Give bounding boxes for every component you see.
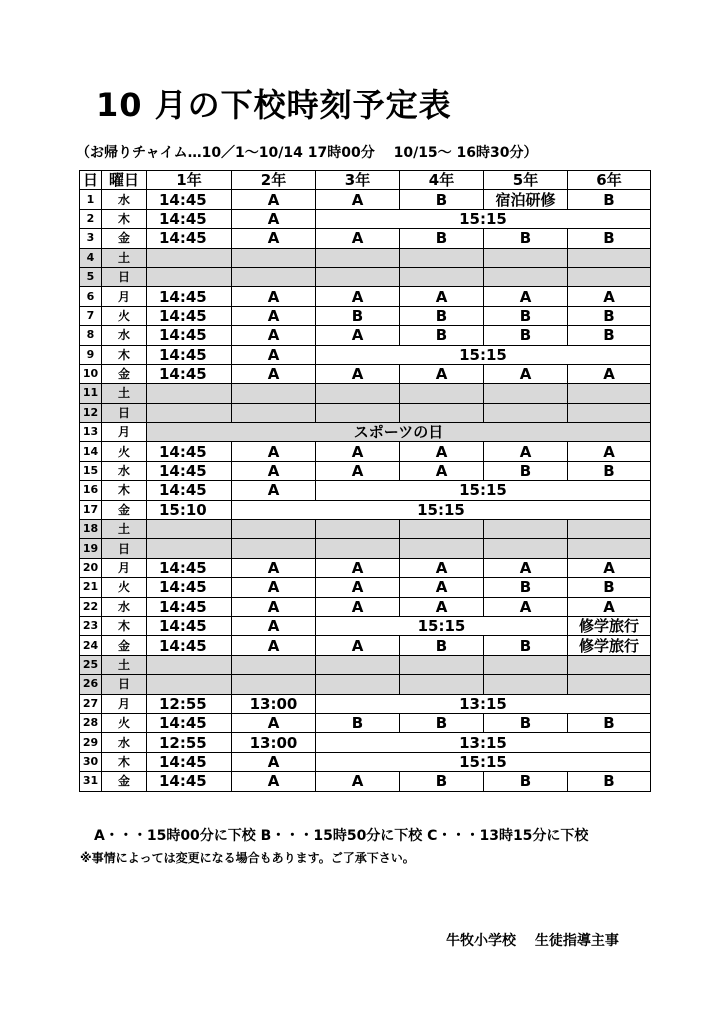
table-row	[80, 326, 651, 345]
time-cell: A	[484, 442, 568, 461]
time-cell: 12:55	[147, 694, 232, 713]
table-row	[80, 675, 651, 694]
time-cell: 12:55	[147, 733, 232, 752]
day-cell: 30	[80, 752, 102, 771]
table-row	[80, 636, 651, 655]
time-cell: B	[484, 461, 568, 480]
day-cell: 3	[80, 229, 102, 248]
time-cell: A	[316, 287, 400, 306]
time-cell: 14:45	[147, 461, 232, 480]
time-cell: B	[568, 326, 651, 345]
time-cell: 13:00	[232, 694, 316, 713]
time-cell: 15:15	[232, 500, 651, 519]
holiday-cell	[568, 403, 651, 422]
day-cell: 8	[80, 326, 102, 345]
day-cell: 21	[80, 578, 102, 597]
time-cell: 14:45	[147, 190, 232, 209]
time-cell: A	[232, 306, 316, 325]
day-cell: 29	[80, 733, 102, 752]
time-cell: B	[484, 772, 568, 791]
weekday-cell: 水	[102, 597, 147, 616]
holiday-cell	[568, 675, 651, 694]
time-cell: A	[232, 364, 316, 383]
header-grade-3: 3年	[316, 171, 400, 190]
time-cell: A	[568, 597, 651, 616]
time-cell: B	[484, 229, 568, 248]
time-cell: 14:45	[147, 636, 232, 655]
time-cell: 13:15	[316, 694, 651, 713]
table-row	[80, 364, 651, 383]
table-row	[80, 481, 651, 500]
time-cell: A	[400, 364, 484, 383]
holiday-cell	[232, 267, 316, 286]
holiday-cell	[484, 384, 568, 403]
day-cell: 24	[80, 636, 102, 655]
weekday-cell: 水	[102, 461, 147, 480]
time-cell: 修学旅行	[568, 636, 651, 655]
holiday-cell	[568, 520, 651, 539]
day-cell: 28	[80, 713, 102, 732]
time-cell: B	[316, 306, 400, 325]
weekday-cell: 木	[102, 345, 147, 364]
weekday-cell: 火	[102, 442, 147, 461]
day-cell: 16	[80, 481, 102, 500]
time-cell: A	[316, 772, 400, 791]
table-row	[80, 578, 651, 597]
weekday-cell: 日	[102, 675, 147, 694]
weekday-cell: 火	[102, 306, 147, 325]
day-cell: 15	[80, 461, 102, 480]
table-row	[80, 597, 651, 616]
time-cell: 15:15	[316, 752, 651, 771]
day-cell: 23	[80, 616, 102, 635]
day-cell: 20	[80, 558, 102, 577]
table-row	[80, 655, 651, 674]
holiday-cell	[147, 655, 232, 674]
table-row	[80, 558, 651, 577]
table-row	[80, 209, 651, 228]
weekday-cell: 月	[102, 423, 147, 442]
time-cell: A	[232, 209, 316, 228]
time-cell: 14:45	[147, 578, 232, 597]
time-cell: B	[484, 326, 568, 345]
time-cell: A	[400, 461, 484, 480]
legend-text: A・・・15時00分に下校 B・・・15時50分に下校 C・・・13時15分に下校	[94, 828, 589, 844]
header-weekday: 曜日	[102, 171, 147, 190]
time-cell: A	[232, 481, 316, 500]
day-cell: 9	[80, 345, 102, 364]
holiday-cell	[147, 520, 232, 539]
day-cell: 6	[80, 287, 102, 306]
table-row	[80, 733, 651, 752]
time-cell: B	[568, 713, 651, 732]
holiday-cell	[400, 655, 484, 674]
time-cell: A	[232, 616, 316, 635]
time-cell: B	[400, 326, 484, 345]
header-grade-6: 6年	[568, 171, 651, 190]
table-row	[80, 616, 651, 635]
holiday-cell	[147, 248, 232, 267]
time-cell: A	[316, 597, 400, 616]
time-cell: 14:45	[147, 209, 232, 228]
header-grade-2: 2年	[232, 171, 316, 190]
weekday-cell: 木	[102, 209, 147, 228]
holiday-cell	[147, 539, 232, 558]
holiday-cell	[568, 539, 651, 558]
time-cell: A	[232, 752, 316, 771]
weekday-cell: 火	[102, 578, 147, 597]
time-cell: A	[232, 326, 316, 345]
holiday-cell	[484, 267, 568, 286]
time-cell: A	[484, 597, 568, 616]
holiday-cell	[484, 675, 568, 694]
day-cell: 17	[80, 500, 102, 519]
holiday-cell	[316, 267, 400, 286]
time-cell: A	[568, 442, 651, 461]
time-cell: A	[400, 558, 484, 577]
holiday-cell	[484, 248, 568, 267]
time-cell: 14:45	[147, 481, 232, 500]
holiday-cell	[400, 384, 484, 403]
time-cell: A	[316, 558, 400, 577]
table-row	[80, 694, 651, 713]
weekday-cell: 金	[102, 229, 147, 248]
time-cell: A	[232, 713, 316, 732]
table-row	[80, 442, 651, 461]
time-cell: 15:15	[316, 345, 651, 364]
schedule-body	[80, 190, 651, 791]
weekday-cell: 金	[102, 500, 147, 519]
time-cell: B	[568, 190, 651, 209]
time-cell: A	[232, 636, 316, 655]
time-cell: A	[568, 364, 651, 383]
time-cell: A	[232, 772, 316, 791]
time-cell: A	[400, 442, 484, 461]
table-row	[80, 539, 651, 558]
table-row	[80, 384, 651, 403]
time-cell: A	[400, 578, 484, 597]
time-cell: B	[568, 772, 651, 791]
day-cell: 11	[80, 384, 102, 403]
day-cell: 4	[80, 248, 102, 267]
time-cell: 14:45	[147, 616, 232, 635]
holiday-cell	[400, 248, 484, 267]
time-cell: 14:45	[147, 772, 232, 791]
time-cell: 13:15	[316, 733, 651, 752]
time-cell: 14:45	[147, 326, 232, 345]
holiday-cell	[484, 655, 568, 674]
time-cell: B	[568, 229, 651, 248]
day-cell: 10	[80, 364, 102, 383]
time-cell: B	[316, 713, 400, 732]
holiday-cell	[232, 655, 316, 674]
day-cell: 5	[80, 267, 102, 286]
weekday-cell: 月	[102, 694, 147, 713]
time-cell: 15:15	[316, 616, 568, 635]
time-cell: 宿泊研修	[484, 190, 568, 209]
day-cell: 27	[80, 694, 102, 713]
time-cell: A	[484, 558, 568, 577]
weekday-cell: 土	[102, 248, 147, 267]
holiday-cell	[147, 403, 232, 422]
time-cell: A	[316, 326, 400, 345]
day-cell: 7	[80, 306, 102, 325]
time-cell: A	[484, 364, 568, 383]
day-cell: 31	[80, 772, 102, 791]
table-row	[80, 500, 651, 519]
holiday-cell	[316, 539, 400, 558]
table-row	[80, 229, 651, 248]
time-cell: A	[232, 345, 316, 364]
holiday-cell	[316, 248, 400, 267]
weekday-cell: 金	[102, 772, 147, 791]
table-row	[80, 190, 651, 209]
header-grade-5: 5年	[484, 171, 568, 190]
time-cell: 15:15	[316, 209, 651, 228]
holiday-cell	[316, 520, 400, 539]
time-cell: B	[484, 306, 568, 325]
header-row	[80, 171, 651, 190]
weekday-cell: 金	[102, 364, 147, 383]
holiday-cell	[232, 675, 316, 694]
holiday-cell	[568, 384, 651, 403]
time-cell: 14:45	[147, 752, 232, 771]
table-row	[80, 345, 651, 364]
time-cell: B	[568, 578, 651, 597]
weekday-cell: 日	[102, 539, 147, 558]
table-row	[80, 713, 651, 732]
header-grade-1: 1年	[147, 171, 232, 190]
time-cell: 14:45	[147, 345, 232, 364]
note-text: ※事情によっては変更になる場合もあります。ご了承下さい。	[80, 851, 415, 865]
time-cell: B	[400, 713, 484, 732]
weekday-cell: 月	[102, 558, 147, 577]
time-cell: A	[316, 364, 400, 383]
day-cell: 12	[80, 403, 102, 422]
time-cell: A	[232, 287, 316, 306]
page-title: 10 月の下校時刻予定表	[96, 86, 452, 124]
time-cell: B	[568, 461, 651, 480]
holiday-cell	[147, 267, 232, 286]
time-cell: 14:45	[147, 713, 232, 732]
table-row	[80, 423, 651, 442]
time-cell: A	[232, 597, 316, 616]
weekday-cell: 日	[102, 403, 147, 422]
holiday-name-cell: スポーツの日	[147, 423, 651, 442]
time-cell: A	[316, 636, 400, 655]
holiday-cell	[400, 539, 484, 558]
time-cell: 14:45	[147, 442, 232, 461]
time-cell: B	[400, 306, 484, 325]
holiday-cell	[316, 384, 400, 403]
table-row	[80, 520, 651, 539]
header-grade-4: 4年	[400, 171, 484, 190]
day-cell: 18	[80, 520, 102, 539]
holiday-cell	[400, 403, 484, 422]
chime-times-subtitle: （お帰りチャイム…10／1～10/14 17時00分 10/15～ 16時30分）	[76, 145, 538, 161]
day-cell: 19	[80, 539, 102, 558]
time-cell: A	[568, 287, 651, 306]
day-cell: 14	[80, 442, 102, 461]
time-cell: A	[568, 558, 651, 577]
time-cell: A	[232, 558, 316, 577]
time-cell: 修学旅行	[568, 616, 651, 635]
header-day: 日	[80, 171, 102, 190]
weekday-cell: 水	[102, 733, 147, 752]
holiday-cell	[316, 403, 400, 422]
holiday-cell	[316, 675, 400, 694]
table-row	[80, 306, 651, 325]
holiday-cell	[484, 520, 568, 539]
table-row	[80, 248, 651, 267]
time-cell: A	[316, 190, 400, 209]
time-cell: B	[484, 713, 568, 732]
weekday-cell: 金	[102, 636, 147, 655]
holiday-cell	[316, 655, 400, 674]
time-cell: B	[400, 190, 484, 209]
time-cell: B	[400, 229, 484, 248]
weekday-cell: 土	[102, 384, 147, 403]
time-cell: A	[232, 442, 316, 461]
holiday-cell	[400, 675, 484, 694]
table-row	[80, 752, 651, 771]
time-cell: A	[316, 229, 400, 248]
table-row	[80, 267, 651, 286]
holiday-cell	[568, 248, 651, 267]
time-cell: 14:45	[147, 597, 232, 616]
holiday-cell	[232, 520, 316, 539]
weekday-cell: 日	[102, 267, 147, 286]
day-cell: 1	[80, 190, 102, 209]
holiday-cell	[400, 267, 484, 286]
time-cell: B	[484, 578, 568, 597]
day-cell: 2	[80, 209, 102, 228]
day-cell: 26	[80, 675, 102, 694]
time-cell: 14:45	[147, 229, 232, 248]
holiday-cell	[484, 539, 568, 558]
time-cell: A	[484, 287, 568, 306]
time-cell: A	[316, 442, 400, 461]
time-cell: B	[400, 636, 484, 655]
time-cell: 14:45	[147, 364, 232, 383]
time-cell: A	[316, 578, 400, 597]
time-cell: 15:10	[147, 500, 232, 519]
time-cell: 15:15	[316, 481, 651, 500]
table-row	[80, 772, 651, 791]
time-cell: A	[232, 190, 316, 209]
weekday-cell: 水	[102, 190, 147, 209]
time-cell: 14:45	[147, 306, 232, 325]
table-row	[80, 403, 651, 422]
day-cell: 13	[80, 423, 102, 442]
time-cell: B	[400, 772, 484, 791]
weekday-cell: 月	[102, 287, 147, 306]
footer-signature: 牛牧小学校 生徒指導主事	[446, 933, 619, 949]
day-cell: 25	[80, 655, 102, 674]
weekday-cell: 木	[102, 481, 147, 500]
time-cell: 13:00	[232, 733, 316, 752]
holiday-cell	[484, 403, 568, 422]
weekday-cell: 土	[102, 520, 147, 539]
holiday-cell	[147, 384, 232, 403]
time-cell: 14:45	[147, 558, 232, 577]
holiday-cell	[232, 539, 316, 558]
time-cell: A	[316, 461, 400, 480]
holiday-cell	[232, 384, 316, 403]
holiday-cell	[232, 403, 316, 422]
time-cell: A	[400, 287, 484, 306]
table-row	[80, 287, 651, 306]
holiday-cell	[147, 675, 232, 694]
table-row	[80, 461, 651, 480]
holiday-cell	[400, 520, 484, 539]
time-cell: A	[400, 597, 484, 616]
weekday-cell: 木	[102, 616, 147, 635]
time-cell: A	[232, 461, 316, 480]
time-cell: A	[232, 229, 316, 248]
time-cell: B	[568, 306, 651, 325]
holiday-cell	[568, 655, 651, 674]
day-cell: 22	[80, 597, 102, 616]
weekday-cell: 木	[102, 752, 147, 771]
weekday-cell: 土	[102, 655, 147, 674]
holiday-cell	[232, 248, 316, 267]
dismissal-schedule-table	[79, 170, 651, 792]
time-cell: A	[232, 578, 316, 597]
time-cell: B	[484, 636, 568, 655]
weekday-cell: 火	[102, 713, 147, 732]
weekday-cell: 水	[102, 326, 147, 345]
holiday-cell	[568, 267, 651, 286]
time-cell: 14:45	[147, 287, 232, 306]
